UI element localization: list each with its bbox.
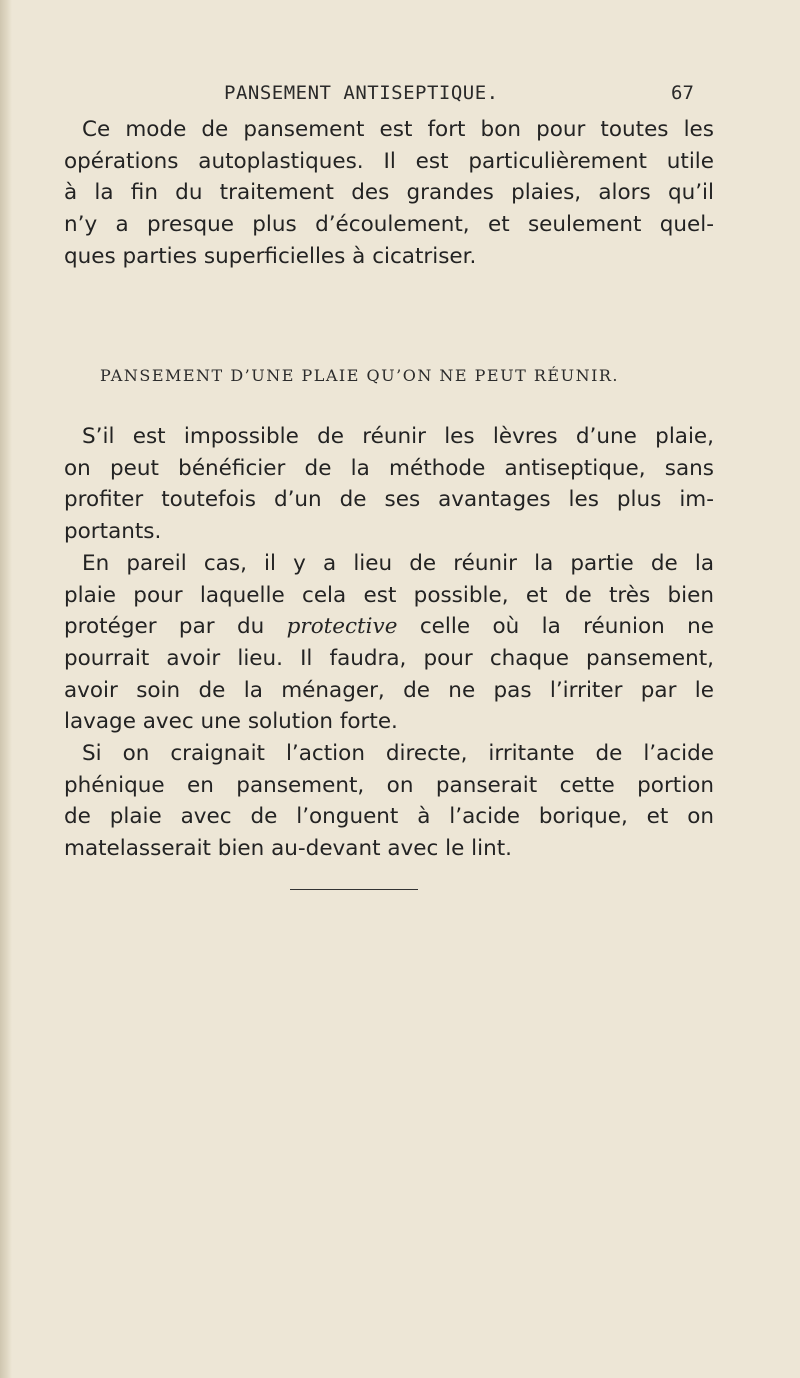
- text-line: n’y a presque plus d’écoulement, et seulement quel-: [64, 212, 714, 238]
- page-gutter-shadow: [0, 0, 12, 1378]
- text-line: ques parties superficielles à cicatriser.: [64, 243, 477, 269]
- text-line: S’il est impossible de réunir les lèvres d’une plaie,: [82, 424, 714, 449]
- text-line: pourrait avoir lieu. Il faudra, pour chaque pansement,: [64, 646, 714, 672]
- section-end-rule: [290, 889, 418, 890]
- text-line: phénique en pansement, on panserait cette portion: [64, 772, 714, 798]
- running-title: PANSEMENT ANTISEPTIQUE.: [224, 82, 499, 104]
- text-line: plaie pour laquelle cela est possible, et de très bien: [64, 582, 714, 608]
- paragraph-3: [64, 548, 714, 738]
- text-line: En pareil cas, il y a lieu de réunir la partie de la: [82, 551, 714, 576]
- text-line: Si on craignait l’action directe, irritante de l’acide: [82, 741, 714, 766]
- text-line: à la fin du traitement des grandes plaies, alors qu’il: [64, 180, 714, 206]
- section-heading: PANSEMENT D’UNE PLAIE QU’ON NE PEUT RÉUNIR.: [100, 366, 620, 385]
- text-line: lavage avec une solution forte.: [64, 709, 398, 735]
- paragraph-1: [64, 114, 714, 272]
- text-segment: protéger par du: [64, 614, 287, 640]
- paragraph-4: [64, 738, 714, 865]
- text-line: on peut bénéficier de la méthode antiseptique, sans: [64, 455, 714, 481]
- text-line: avoir soin de la ménager, de ne pas l’irriter par le: [64, 677, 714, 703]
- text-line: profiter toutefois d’un de ses avantages les plus im-: [64, 487, 714, 513]
- running-header: [0, 82, 800, 112]
- text-segment: celle où la réunion ne: [397, 614, 714, 640]
- text-line-with-emphasis: [64, 611, 714, 643]
- text-line: Ce mode de pansement est fort bon pour toutes les: [82, 117, 714, 142]
- text-line: matelasserait bien au-devant avec le lint.: [64, 836, 512, 862]
- paragraph-2: [64, 421, 714, 548]
- emphasis-protective: protective: [286, 614, 398, 640]
- text-line: de plaie avec de l’onguent à l’acide borique, et on: [64, 804, 714, 830]
- text-line: opérations autoplastiques. Il est particulièrement utile: [64, 148, 714, 174]
- text-line: portants.: [64, 519, 162, 545]
- page-number: 67: [671, 82, 694, 104]
